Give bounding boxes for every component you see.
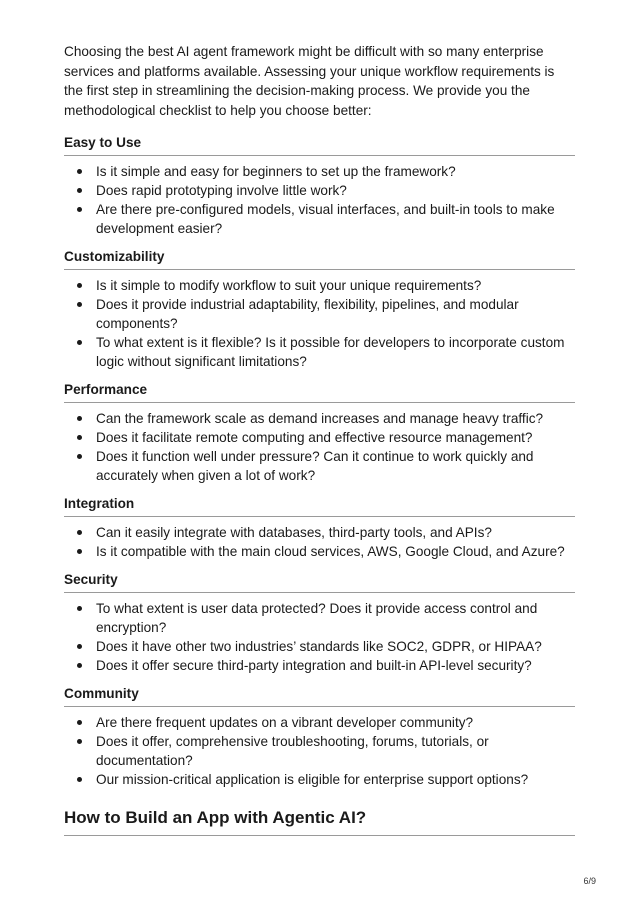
bullet-list (64, 409, 575, 485)
bullet-list (64, 162, 575, 238)
bullet-icon (77, 739, 82, 744)
bullet-icon (77, 454, 82, 459)
bullet-icon (77, 530, 82, 535)
bullet-list (64, 713, 575, 789)
bullet-list (64, 276, 575, 371)
bullet-icon (77, 340, 82, 345)
list-item-text: Can the framework scale as demand increases and manage heavy traffic? (96, 411, 544, 426)
document-page (64, 42, 575, 836)
section-title: Community (64, 685, 575, 707)
list-item-text: Is it compatible with the main cloud services, AWS, Google Cloud, and Azure? (96, 544, 565, 559)
section-heading-build-app: How to Build an App with Agentic AI? (64, 807, 575, 836)
list-item (96, 599, 575, 637)
list-item-text: Does it function well under pressure? Can it continue to work quickly and accurately when given a lot of work? (96, 449, 534, 483)
list-item-text: Does it have other two industries’ standards like SOC2, GDPR, or HIPAA? (96, 639, 542, 654)
list-item (96, 333, 575, 371)
list-item (96, 428, 575, 447)
section-integration (64, 495, 575, 561)
section-title: Performance (64, 381, 575, 403)
list-item (96, 447, 575, 485)
bullet-icon (77, 777, 82, 782)
intro-paragraph: Choosing the best AI agent framework might be difficult with so many enterprise services and platforms available. Assessing your unique workflow requirements is the first step in streamlining the decision-making process. We provide you the methodological checklist to help you choose better: (64, 44, 555, 118)
list-item-text: Are there frequent updates on a vibrant developer community? (96, 715, 474, 730)
list-item-text: Our mission-critical application is eligible for enterprise support options? (96, 772, 529, 787)
bullet-icon (77, 416, 82, 421)
bullet-icon (77, 302, 82, 307)
list-item-text: Does it facilitate remote computing and effective resource management? (96, 430, 533, 445)
bullet-icon (77, 435, 82, 440)
bullet-icon (77, 283, 82, 288)
list-item (96, 732, 575, 770)
list-item (96, 162, 575, 181)
list-item (96, 770, 575, 789)
list-item-text: Does it provide industrial adaptability, flexibility, pipelines, and modular components? (96, 297, 519, 331)
bullet-list (64, 523, 575, 561)
bullet-icon (77, 644, 82, 649)
section-community (64, 685, 575, 789)
list-item (96, 295, 575, 333)
page-number: 6/9 (583, 876, 596, 886)
list-item-text: To what extent is user data protected? Does it provide access control and encryption? (96, 601, 538, 635)
section-easy-to-use (64, 134, 575, 238)
bullet-icon (77, 188, 82, 193)
section-performance (64, 381, 575, 485)
bullet-icon (77, 606, 82, 611)
bullet-icon (77, 663, 82, 668)
section-title: Integration (64, 495, 575, 517)
list-item (96, 713, 575, 732)
list-item (96, 200, 575, 238)
list-item (96, 276, 575, 295)
list-item (96, 656, 575, 675)
list-item-text: Can it easily integrate with databases, third-party tools, and APIs? (96, 525, 492, 540)
list-item (96, 409, 575, 428)
bullet-list (64, 599, 575, 675)
list-item (96, 637, 575, 656)
section-title: Security (64, 571, 575, 593)
list-item-text: Is it simple to modify workflow to suit your unique requirements? (96, 278, 482, 293)
list-item-text: Are there pre-configured models, visual interfaces, and built-in tools to make development easier? (96, 202, 555, 236)
list-item (96, 542, 575, 561)
list-item-text: Does rapid prototyping involve little work? (96, 183, 347, 198)
section-security (64, 571, 575, 675)
list-item-text: To what extent is it flexible? Is it possible for developers to incorporate custom logic without significant limitations? (96, 335, 565, 369)
list-item-text: Does it offer secure third-party integration and built-in API-level security? (96, 658, 532, 673)
list-item-text: Is it simple and easy for beginners to set up the framework? (96, 164, 456, 179)
list-item-text: Does it offer, comprehensive troubleshooting, forums, tutorials, or documentation? (96, 734, 489, 768)
section-customizability (64, 248, 575, 371)
bullet-icon (77, 207, 82, 212)
bullet-icon (77, 720, 82, 725)
section-title: Easy to Use (64, 134, 575, 156)
list-item (96, 181, 575, 200)
bullet-icon (77, 169, 82, 174)
list-item (96, 523, 575, 542)
bullet-icon (77, 549, 82, 554)
section-title: Customizability (64, 248, 575, 270)
